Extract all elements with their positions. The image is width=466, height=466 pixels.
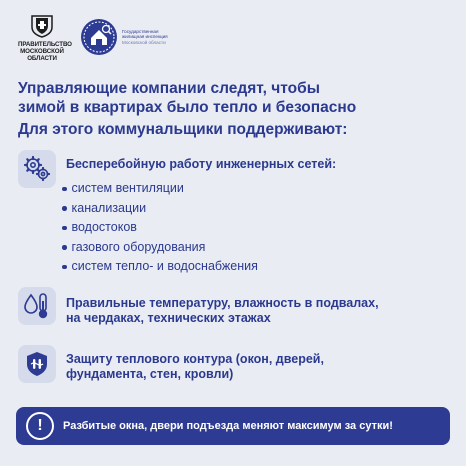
- inspection-name-line-1: Государственная: [122, 28, 159, 34]
- gov-logo-line-3: ОБЛАСТИ: [27, 55, 57, 62]
- thermometer-icon-box: [18, 287, 56, 325]
- thermal-shield-icon: [22, 349, 52, 379]
- section-temperature-title: [66, 296, 379, 326]
- section-temperature-line-2: на чердаках, технических этажах: [66, 311, 271, 325]
- section-thermal-line-1: Защиту теплового контура (окон, дверей,: [66, 352, 324, 366]
- inspection-logo: [80, 18, 192, 56]
- headline-line-1: Управляющие компании следят, чтобы: [18, 80, 320, 97]
- gov-logo-line-1: ПРАВИТЕЛЬСТВО: [18, 41, 72, 48]
- engineering-list: [62, 179, 258, 277]
- section-thermal-title: [66, 352, 324, 382]
- bullet-icon: [62, 265, 67, 270]
- list-item: газового оборудования: [62, 238, 258, 258]
- inspection-name-line-2: жилищная инспекция: [122, 34, 168, 40]
- gov-logo-line-2: МОСКОВСКОЙ: [20, 48, 64, 55]
- bullet-icon: [62, 226, 67, 231]
- section-engineering-title: Бесперебойную работу инженерных сетей:: [66, 157, 337, 171]
- section-thermal-line-2: фундамента, стен, кровли): [66, 367, 234, 381]
- exclamation-icon: !: [26, 412, 54, 440]
- list-item: систем тепло- и водоснабжения: [62, 257, 258, 277]
- coat-of-arms-icon: [29, 14, 55, 38]
- alert-banner: [16, 407, 450, 445]
- bullet-icon: [62, 245, 67, 250]
- list-item: систем вентиляции: [62, 179, 258, 199]
- inspection-emblem-icon: [80, 18, 118, 56]
- shield-icon-box: [18, 345, 56, 383]
- gears-icon: [22, 154, 52, 184]
- inspection-subtitle: Московской области: [122, 39, 166, 45]
- list-item: водостоков: [62, 218, 258, 238]
- alert-text: Разбитые окна, двери подъезда меняют максимум за сутки!: [63, 420, 393, 432]
- subheadline: Для этого коммунальщики поддерживают:: [18, 121, 348, 138]
- section-temperature-line-1: Правильные температуру, влажность в подвалах,: [66, 296, 379, 310]
- thermometer-humidity-icon: [22, 291, 52, 321]
- government-logo: [18, 14, 72, 62]
- list-item: канализации: [62, 199, 258, 219]
- gears-icon-box: [18, 150, 56, 188]
- bullet-icon: [62, 206, 67, 211]
- bullet-icon: [62, 187, 67, 192]
- headline-line-2: зимой в квартирах было тепло и безопасно: [18, 99, 357, 116]
- headline: [18, 79, 458, 117]
